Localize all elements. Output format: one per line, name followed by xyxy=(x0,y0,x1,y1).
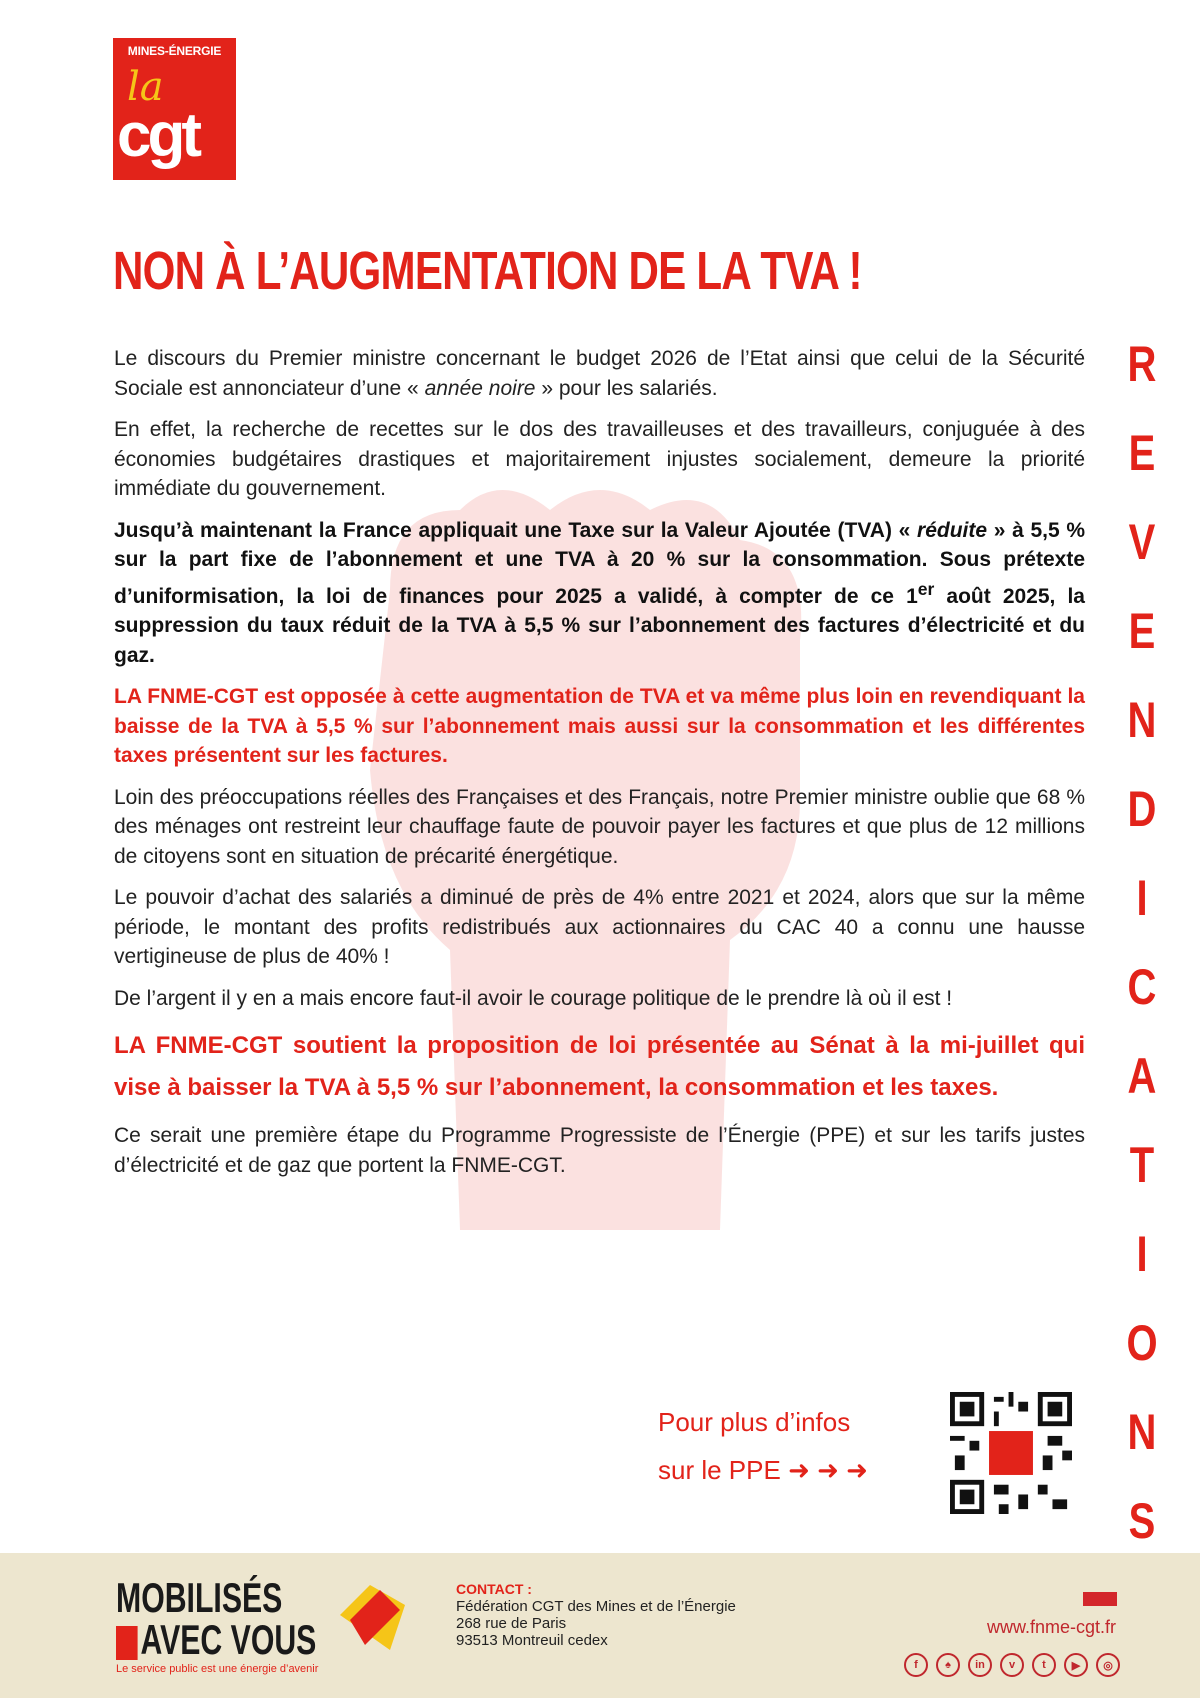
logo-top-text: MINES-ÉNERGIE xyxy=(127,44,222,58)
contact-line: 93513 Montreuil cedex xyxy=(456,1632,608,1649)
cgt-mini-logo xyxy=(116,1626,138,1660)
paragraph-1: Le discours du Premier ministre concernant le budget 2026 de l’Etat ainsi que celui de la Sécurité Sociale est annonciateur d’une « année noire » pour les salariés. xyxy=(114,347,1085,400)
paragraph-7: De l’argent il y en a mais encore faut-il avoir le courage politique de le prendre là où il est ! xyxy=(114,986,953,1010)
paragraph-9: Ce serait une première étape du Programme Progressiste de l’Énergie (PPE) et sur les tarifs justes d’électricité et de gaz que portent la FNME-CGT. xyxy=(114,1124,1085,1177)
instagram-icon[interactable]: ◎ xyxy=(1096,1653,1120,1677)
contact-label: CONTACT : xyxy=(456,1581,532,1597)
red-flag-mark xyxy=(1083,1592,1117,1606)
social-icons xyxy=(904,1653,1120,1677)
website-link[interactable]: www.fnme-cgt.fr xyxy=(986,1617,1116,1637)
arrow-right-icon: ➜ ➜ ➜ xyxy=(788,1455,868,1485)
vimeo-icon[interactable]: v xyxy=(1000,1653,1024,1677)
footer xyxy=(0,1553,1200,1698)
paragraph-3: Jusqu’à maintenant la France appliquait une Taxe sur la Valeur Ajoutée (TVA) « réduite » à 5,5 % sur la part fixe de l’abonnement et une TVA à 20 % sur la consommation. Sous prétexte d’uniformisation, la loi de finances pour 2025 a validé, à compter de ce 1er août 2025, la suppression du taux réduit de la TVA à 5,5 % sur l’abonnement des factures d’électricité et du gaz. xyxy=(114,518,1085,667)
paragraph-4: LA FNME-CGT est opposée à cette augmentation de TVA et va même plus loin en revendiquant la baisse de la TVA à 5,5 % sur l’abonnement mais aussi sur la consommation et les différentes taxes présentent sur les factures. xyxy=(114,685,1085,767)
snapchat-icon[interactable]: ♠ xyxy=(936,1653,960,1677)
cgt-mines-energie-logo xyxy=(113,38,236,180)
paragraph-2: En effet, la recherche de recettes sur le dos des travailleuses et des travailleurs, conjuguée à des économies budgétaires drastiques et majoritairement injustes socialement, demeure la priorité immédiate du gouvernement. xyxy=(114,418,1085,500)
mob-line-1: MOBILISÉS xyxy=(116,1574,283,1621)
info-line-2: sur le PPE ➜ ➜ ➜ xyxy=(658,1455,868,1485)
linkedin-icon[interactable]: in xyxy=(968,1653,992,1677)
revendications-vertical: R E V E N D I C A T I O N S xyxy=(1126,336,1158,1549)
contact-line: Fédération CGT des Mines et de l’Énergie xyxy=(456,1598,736,1615)
page-title: NON À L’AUGMENTATION DE LA TVA ! xyxy=(113,241,862,301)
ppe-info-callout xyxy=(658,1398,868,1494)
twitter-icon[interactable]: t xyxy=(1032,1653,1056,1677)
info-line-1: Pour plus d’infos xyxy=(658,1407,851,1437)
qr-code-icon[interactable] xyxy=(950,1392,1072,1514)
paragraph-8: LA FNME-CGT soutient la proposition de loi présentée au Sénat à la mi-juillet qui vise à baisser la TVA à 5,5 % sur l’abonnement, la consommation et les taxes. xyxy=(114,1032,1085,1101)
contact-line: 268 rue de Paris xyxy=(456,1615,567,1632)
logo-cgt: cgt xyxy=(117,101,198,170)
contact-block xyxy=(456,1581,736,1649)
slogan: Le service public est une énergie d’avenir xyxy=(116,1663,319,1675)
logo-la: la xyxy=(127,64,164,110)
paragraph-6: Le pouvoir d’achat des salariés a diminué de près de 4% entre 2021 et 2024, alors que sur la même période, le montant des profits redistribués aux actionnaires du CAC 40 a connu une hausse vertigineuse de plus de 40% ! xyxy=(114,886,1085,968)
mob-line-2: AVEC VOUS xyxy=(116,1619,316,1661)
handshake-icon xyxy=(330,1575,410,1655)
article-body xyxy=(114,344,1085,1192)
facebook-icon[interactable]: f xyxy=(904,1653,928,1677)
youtube-icon[interactable]: ▶ xyxy=(1064,1653,1088,1677)
mobilises-avec-vous-banner xyxy=(116,1574,317,1663)
paragraph-5: Loin des préoccupations réelles des Françaises et des Français, notre Premier ministre oublie que 68 % des ménages ont restreint leur chauffage faute de pouvoir payer les factures et que plus de 12 millions de citoyens sont en situation de précarité énergétique. xyxy=(114,785,1085,868)
